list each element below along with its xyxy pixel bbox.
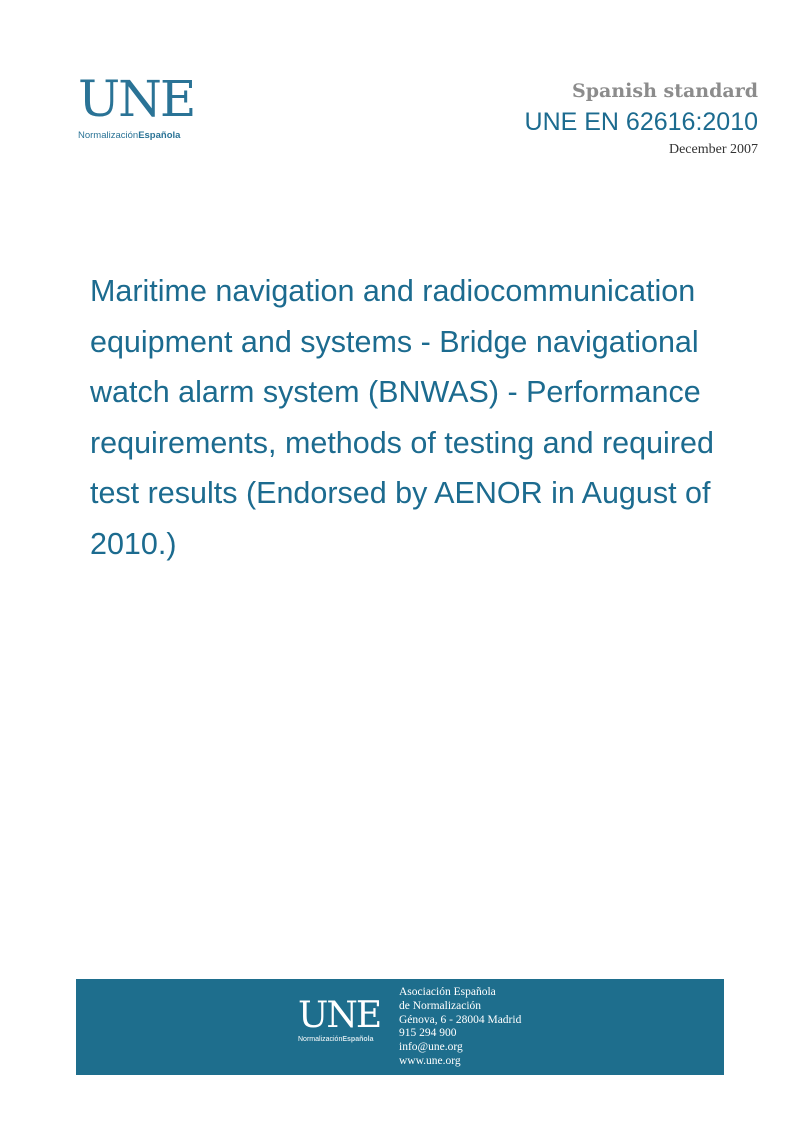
footer-logo-sub-bold: Española [342, 1036, 374, 1043]
footer-email-link[interactable]: info@une.org [399, 1041, 463, 1054]
footer-org-name-line2: de Normalización [399, 999, 482, 1012]
standard-code: UNE EN 62616:2010 [524, 108, 758, 136]
footer-phone: 915 294 900 [399, 1027, 457, 1040]
une-logo-subtitle [78, 130, 208, 141]
logo-sub-normal: Normalización [78, 130, 139, 141]
une-logo [78, 70, 208, 146]
footer-address: Génova, 6 - 28004 Madrid [399, 1013, 522, 1026]
une-logo-mark: UNE [78, 70, 195, 128]
footer-website-link[interactable]: www.une.org [399, 1054, 461, 1067]
footer-contact-info [399, 986, 521, 1069]
logo-sub-bold: Española [138, 130, 181, 141]
standard-kind: Spanish standard [572, 80, 758, 102]
document-title: Maritime navigation and radiocommunication equipment and systems - Bridge navigational watch alarm system (BNWAS) - Performance requirements, methods of testing and required test results (Endorsed by AENOR in August of 2010.) [90, 274, 714, 561]
footer-logo-subtitle [298, 1036, 398, 1043]
footer-une-logo [298, 995, 398, 1059]
footer-logo-mark: UNE [298, 995, 381, 1036]
footer-logo-sub-normal: Normalización [298, 1036, 343, 1043]
footer-banner [76, 979, 724, 1075]
standard-info [525, 78, 758, 160]
footer-org-name-line1: Asociación Española [399, 986, 496, 998]
standard-date: December 2007 [668, 142, 758, 157]
